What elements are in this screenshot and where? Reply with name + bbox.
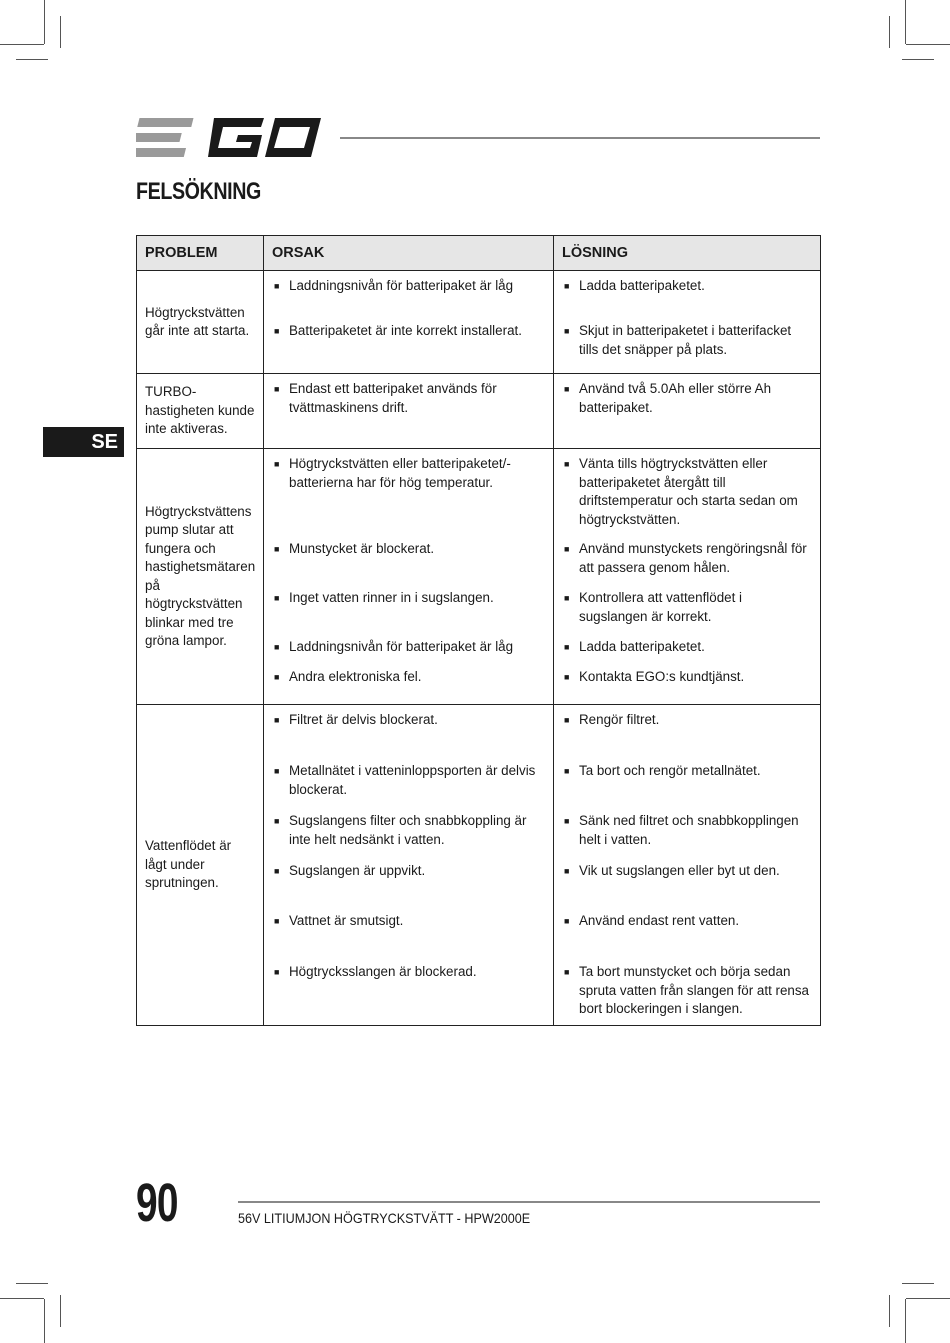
cause-item: ■ Endast ett batteripaket används för tvättmaskinens drift.	[274, 381, 497, 415]
crop-mark	[60, 1295, 61, 1327]
solution-item: ■ Skjut in batteripaketet i batterifacket tills det snäpper på plats.	[564, 323, 792, 357]
cause-cell	[264, 271, 554, 374]
square-bullet-icon: ■	[564, 866, 570, 876]
problem-cell: Vattenflödet är lågt under sprutningen.	[137, 705, 264, 1026]
square-bullet-icon: ■	[564, 544, 570, 554]
square-bullet-icon: ■	[274, 816, 280, 826]
square-bullet-icon: ■	[564, 593, 570, 603]
table-row	[137, 705, 821, 1026]
ego-logo	[136, 116, 322, 160]
square-bullet-icon: ■	[564, 715, 570, 725]
cause-item: ■ Munstycket är blockerat.	[274, 540, 545, 589]
square-bullet-icon: ■	[274, 916, 280, 926]
cause-item: ■ Vattnet är smutsigt.	[274, 912, 545, 963]
crop-mark	[902, 59, 934, 60]
solution-item: ■ Använd endast rent vatten.	[564, 912, 812, 963]
crop-mark	[905, 1299, 906, 1343]
cause-item: ■ Högtrycksslangen är blockerad.	[274, 963, 545, 982]
table-row	[137, 271, 821, 374]
crop-mark	[902, 1283, 934, 1284]
cause-item: ■ Metallnätet i vatteninloppsporten är delvis blockerat.	[274, 763, 536, 797]
crop-mark	[906, 44, 950, 45]
solution-item: ■ Kontakta EGO:s kundtjänst.	[564, 668, 812, 687]
cause-item: ■ Laddningsnivån för batteripaket är låg	[274, 638, 545, 668]
square-bullet-icon: ■	[274, 384, 280, 394]
square-bullet-icon: ■	[274, 967, 280, 977]
header-cause: ORSAK	[264, 236, 554, 271]
solution-item: ■ Använd munstyckets rengöringsnål för att passera genom hålen.	[564, 541, 807, 575]
table-header-row	[137, 236, 821, 271]
table-row	[137, 374, 821, 449]
solution-item: ■ Ladda batteripaketet.	[564, 277, 812, 322]
header-problem: PROBLEM	[137, 236, 264, 271]
crop-mark	[889, 1295, 890, 1327]
problem-cell: Högtryckstvättens pump slutar att fungera och hastighetsmätaren på högtryckstvätten blinkar med tre gröna lampor.	[137, 449, 264, 705]
solution-item: ■ Kontrollera att vattenflödet i sugslangen är korrekt.	[564, 590, 743, 624]
language-tab: SE	[43, 427, 124, 457]
crop-mark	[889, 16, 890, 48]
cause-item: ■ Sugslangen är uppvikt.	[274, 862, 545, 912]
square-bullet-icon: ■	[564, 672, 570, 682]
square-bullet-icon: ■	[274, 766, 280, 776]
solution-cell	[554, 271, 821, 374]
square-bullet-icon: ■	[564, 384, 570, 394]
solution-cell	[554, 449, 821, 705]
problem-cell: TURBO-hastigheten kunde inte aktiveras.	[137, 374, 264, 449]
cause-item: ■ Sugslangens filter och snabbkoppling är inte helt nedsänkt i vatten.	[274, 813, 527, 847]
header-rule	[340, 137, 820, 139]
crop-mark	[906, 1298, 950, 1299]
cause-cell	[264, 449, 554, 705]
cause-item: ■ Inget vatten rinner in i sugslangen.	[274, 589, 545, 638]
header-solution: LÖSNING	[554, 236, 821, 271]
solution-item: ■ Sänk ned filtret och snabbkopplingen helt i vatten.	[564, 813, 799, 847]
square-bullet-icon: ■	[564, 766, 570, 776]
solution-item: ■ Vänta tills högtryckstvätten eller batteripaketet återgått till driftstemperatur och starta sedan om högtryckstvätten.	[564, 456, 798, 527]
cause-item: ■ Laddningsnivån för batteripaket är låg	[274, 277, 545, 322]
square-bullet-icon: ■	[274, 326, 280, 336]
square-bullet-icon: ■	[564, 326, 570, 336]
page-title: FELSÖKNING	[136, 178, 261, 205]
square-bullet-icon: ■	[274, 459, 280, 469]
square-bullet-icon: ■	[274, 642, 280, 652]
square-bullet-icon: ■	[274, 866, 280, 876]
crop-mark	[44, 1299, 45, 1343]
solution-item: ■ Ladda batteripaketet.	[564, 638, 812, 668]
cause-item: ■ Batteripaketet är inte korrekt installerat.	[274, 322, 545, 341]
problem-cell: Högtryckstvätten går inte att starta.	[137, 271, 264, 374]
solution-item: ■ Vik ut sugslangen eller byt ut den.	[564, 862, 812, 912]
square-bullet-icon: ■	[564, 642, 570, 652]
table-row	[137, 449, 821, 705]
page-number: 90	[136, 1173, 178, 1233]
troubleshooting-table	[136, 235, 821, 1026]
square-bullet-icon: ■	[274, 715, 280, 725]
solution-item: ■ Ta bort munstycket och börja sedan spruta vatten från slangen för att rensa bort blockeringen i slangen.	[564, 964, 810, 1016]
square-bullet-icon: ■	[274, 281, 280, 291]
square-bullet-icon: ■	[564, 916, 570, 926]
solution-item: ■ Ta bort och rengör metallnätet.	[564, 762, 812, 812]
footer-rule	[238, 1201, 820, 1203]
cause-cell	[264, 374, 554, 449]
crop-mark	[44, 0, 45, 44]
crop-mark	[60, 16, 61, 48]
square-bullet-icon: ■	[564, 967, 570, 977]
crop-mark	[16, 1283, 48, 1284]
solution-cell	[554, 374, 821, 449]
square-bullet-icon: ■	[564, 816, 570, 826]
square-bullet-icon: ■	[274, 672, 280, 682]
square-bullet-icon: ■	[274, 593, 280, 603]
crop-mark	[905, 0, 906, 44]
square-bullet-icon: ■	[564, 281, 570, 291]
crop-mark	[16, 59, 48, 60]
solution-cell	[554, 705, 821, 1026]
footer-product-title: 56V LITIUMJON HÖGTRYCKSTVÄTT - HPW2000E	[238, 1210, 531, 1226]
solution-item: ■ Rengör filtret.	[564, 711, 812, 762]
solution-item: ■ Använd två 5.0Ah eller större Ah batteripaket.	[564, 381, 772, 415]
cause-item: ■ Andra elektroniska fel.	[274, 668, 545, 687]
square-bullet-icon: ■	[564, 459, 570, 469]
cause-item: ■ Filtret är delvis blockerat.	[274, 711, 545, 762]
cause-item: ■ Högtryckstvätten eller batteripaketet/-batterierna har för hög temperatur.	[274, 456, 511, 490]
crop-mark	[0, 44, 44, 45]
square-bullet-icon: ■	[274, 544, 280, 554]
cause-cell	[264, 705, 554, 1026]
crop-mark	[0, 1298, 44, 1299]
